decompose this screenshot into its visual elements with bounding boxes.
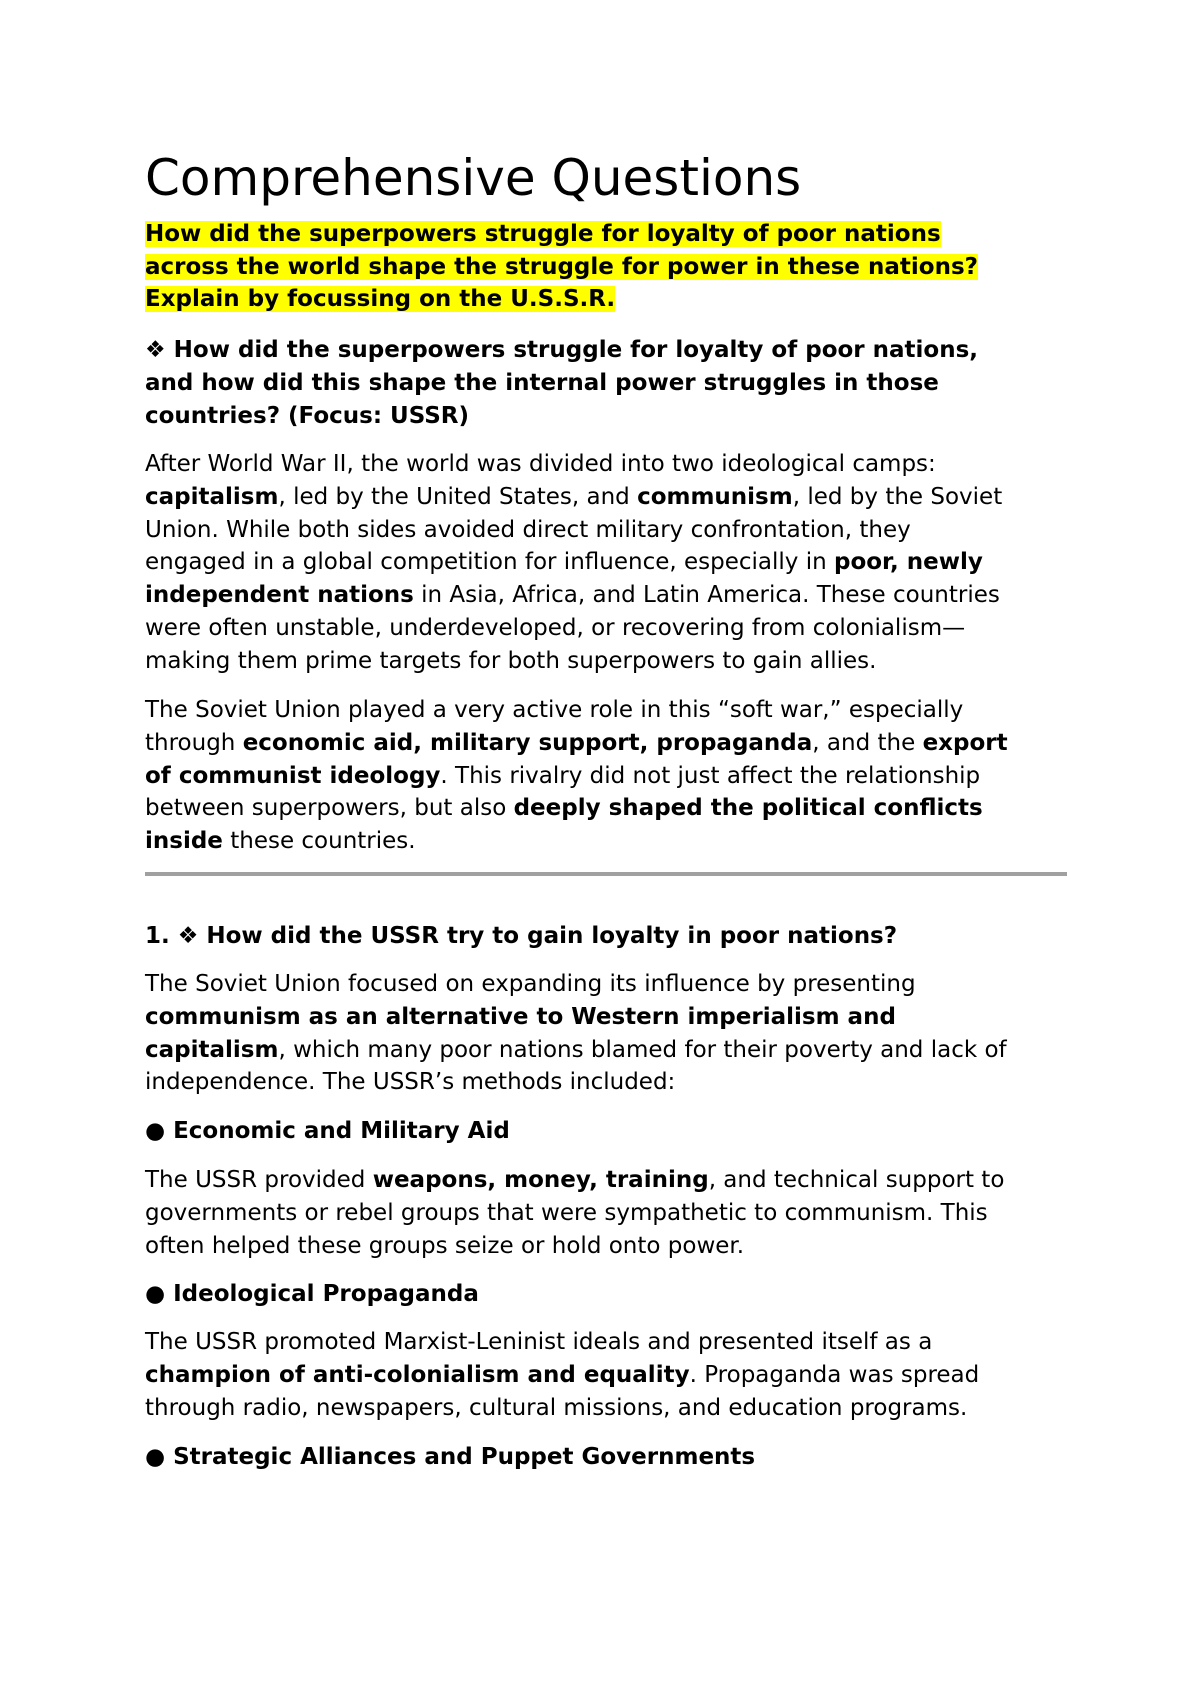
- text: , which many poor nations blamed for their poverty and lack of: [278, 1036, 1007, 1063]
- bold-text: inside: [145, 828, 223, 855]
- soft-war-paragraph: [145, 694, 1008, 858]
- horizontal-divider: [145, 872, 1067, 876]
- bold-text: independent nations: [145, 582, 414, 609]
- text: making them prime targets for both superpowers to gain allies.: [145, 647, 877, 674]
- text: were often unstable, underdeveloped, or recovering from colonialism—: [145, 614, 966, 641]
- bold-text: deeply shaped the political conflicts: [513, 795, 983, 822]
- bold-text: communism as an alternative to Western imperialism and: [145, 1003, 896, 1030]
- text: , and the: [812, 729, 923, 756]
- diamond-bullet-icon: ❖: [145, 337, 166, 363]
- bold-text: capitalism: [145, 1036, 279, 1063]
- text: engaged in a global competition for influence, especially in: [145, 549, 834, 576]
- main-question: [145, 334, 978, 432]
- section-paragraph: [145, 968, 1007, 1099]
- bullet-heading: ● Strategic Alliances and Puppet Governments: [145, 1444, 756, 1470]
- text: independence. The USSR’s methods included:: [145, 1069, 676, 1096]
- text: , led by the Soviet: [792, 483, 1003, 510]
- bold-text: poor, newly: [833, 549, 983, 576]
- main-question-text: and how did this shape the internal power struggles in those: [145, 369, 939, 396]
- highlighted-line: How did the superpowers struggle for loyalty of poor nations: [145, 221, 941, 247]
- text: , led by the United States, and: [278, 483, 638, 510]
- bold-text: of communist ideology: [145, 762, 441, 789]
- main-question-text: How did the superpowers struggle for loyalty of poor nations,: [173, 337, 979, 363]
- text: between superpowers, but also: [145, 795, 514, 822]
- bullet-paragraph: [145, 1326, 979, 1424]
- text: After World War II, the world was divided into two ideological camps:: [145, 451, 936, 477]
- text: . This rivalry did not just affect the relationship: [440, 762, 981, 789]
- document-title: Comprehensive Questions: [145, 149, 802, 207]
- bold-text: weapons, money, training: [372, 1167, 709, 1193]
- bold-text: economic aid, military support, propaganda: [242, 729, 813, 756]
- text: The Soviet Union played a very active role in this “soft war,” especially: [145, 697, 964, 723]
- text: The USSR provided: [145, 1167, 373, 1193]
- text: these countries.: [222, 828, 416, 855]
- bold-text: capitalism: [145, 483, 279, 510]
- main-question-text: countries? (Focus: USSR): [145, 402, 470, 429]
- text: The Soviet Union focused on expanding its influence by presenting: [145, 971, 916, 997]
- highlighted-line: Explain by focussing on the U.S.S.R.: [145, 286, 616, 312]
- highlighted-line: across the world shape the struggle for power in these nations?: [145, 253, 978, 280]
- text: in Asia, Africa, and Latin America. These countries: [413, 582, 1000, 609]
- text: The USSR promoted Marxist-Leninist ideals and presented itself as a: [145, 1329, 933, 1355]
- text: governments or rebel groups that were sympathetic to communism. This: [145, 1199, 988, 1226]
- text: Union. While both sides avoided direct military confrontation, they: [145, 516, 911, 543]
- text: . Propaganda was spread: [689, 1361, 980, 1388]
- highlighted-question: [145, 218, 978, 316]
- section-heading: 1. ❖ How did the USSR try to gain loyalty in poor nations?: [145, 923, 898, 949]
- text: through: [145, 729, 243, 756]
- intro-paragraph: [145, 448, 1002, 678]
- text: often helped these groups seize or hold onto power.: [145, 1232, 745, 1259]
- bold-text: champion of anti-colonialism and equality: [145, 1361, 690, 1388]
- bold-text: communism: [637, 483, 793, 510]
- bold-text: export: [922, 729, 1008, 756]
- text: through radio, newspapers, cultural missions, and education programs.: [145, 1394, 968, 1421]
- bullet-heading: ● Ideological Propaganda: [145, 1281, 479, 1307]
- text: , and technical support to: [708, 1167, 1005, 1193]
- bullet-heading: ● Economic and Military Aid: [145, 1118, 510, 1144]
- bullet-paragraph: [145, 1164, 1004, 1262]
